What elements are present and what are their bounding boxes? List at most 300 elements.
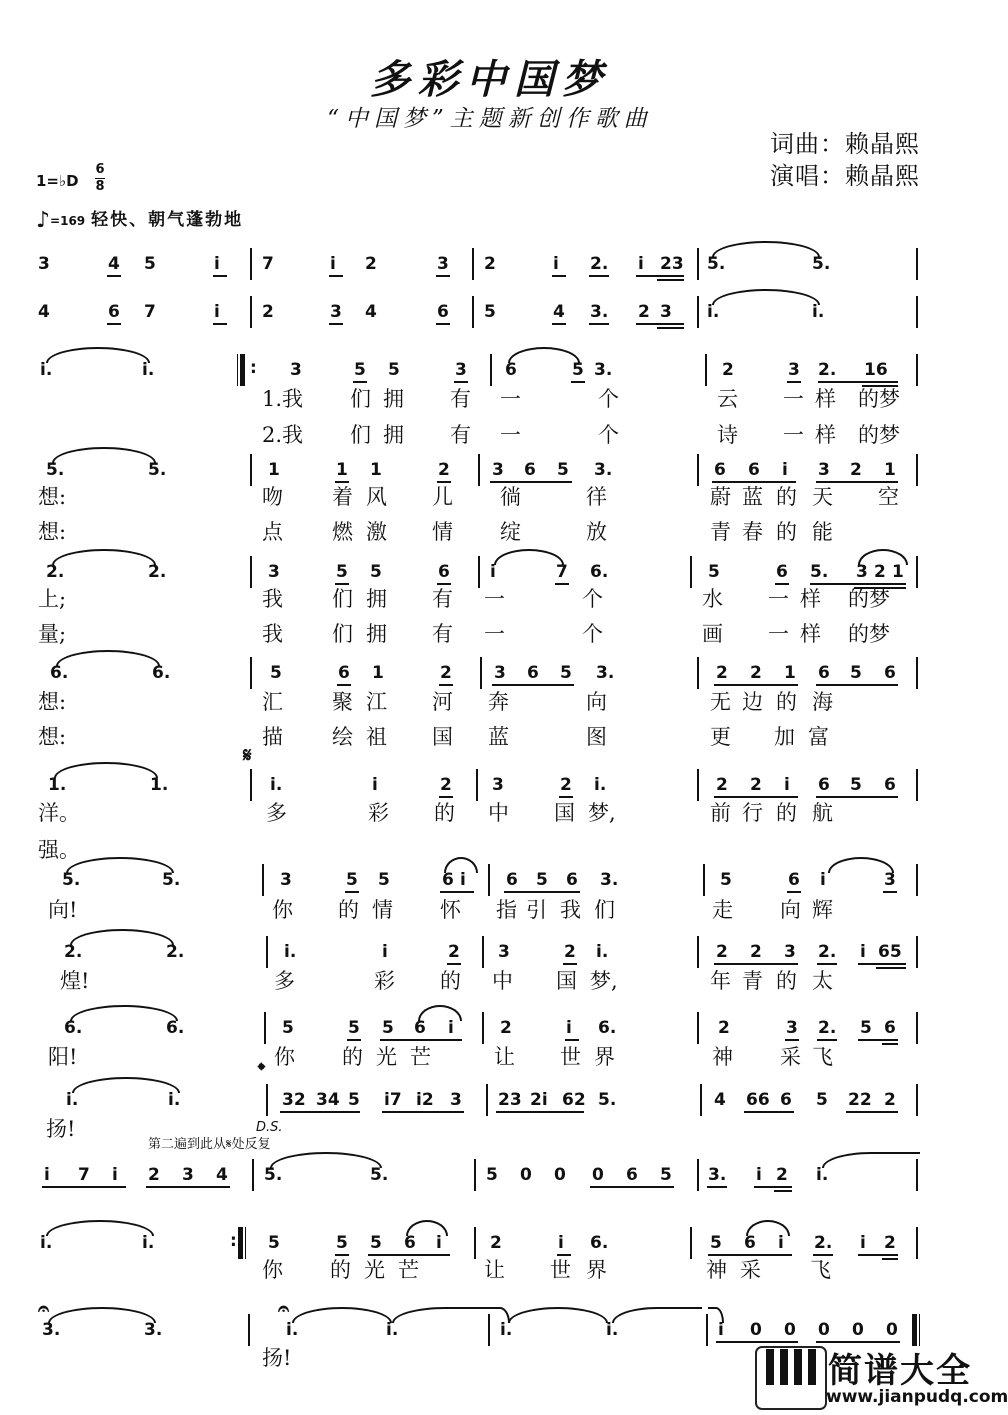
jianpu-note: 7 [556, 562, 568, 582]
tie-slur [46, 347, 150, 363]
lyric-row [0, 834, 980, 862]
jianpu-note: 6. [152, 663, 171, 683]
lyric-syllable: 个 [598, 387, 619, 411]
lyric-syllable: 我 [262, 587, 283, 611]
lyric-syllable: 样 [815, 387, 836, 411]
lyric-row [0, 1254, 980, 1282]
tempo-mood: 轻快、朝气蓬勃地 [91, 210, 244, 230]
jianpu-note: 22 [848, 1090, 872, 1110]
jianpu-note: 6 [442, 870, 454, 890]
lyric-syllable: 能 [812, 520, 833, 544]
jianpu-note: i. [168, 1090, 181, 1110]
jianpu-note: 6 [818, 663, 830, 683]
lyric-row [0, 618, 980, 646]
lyric-syllable: 情 [432, 520, 453, 544]
jianpu-note: 5. [598, 1090, 617, 1110]
jianpu-note: 2. [818, 942, 837, 962]
jianpu-note: 5 [382, 1018, 394, 1038]
lyric-syllable: 界 [594, 1045, 615, 1069]
lyric-syllable: 扬! [262, 1346, 292, 1370]
lyric-syllable: 航 [812, 801, 833, 825]
lyric-syllable: 辉 [812, 898, 833, 922]
barline [916, 936, 918, 968]
jianpu-note: 2. [148, 562, 167, 582]
lyric-syllable: 绽 [500, 520, 521, 544]
beam-underline [552, 323, 566, 325]
lyric-syllable: 蓝 [742, 485, 763, 509]
jianpu-note: 3 [437, 254, 449, 274]
jianpu-note: 3. [144, 1320, 163, 1340]
lyric-row [0, 481, 980, 509]
jianpu-note: 5 [282, 1018, 294, 1038]
jianpu-note: 3. [600, 870, 619, 890]
jianpu-note: 2i [530, 1090, 548, 1110]
jianpu-note: i. [812, 302, 825, 322]
lyric-syllable: 海 [812, 690, 833, 714]
jianpu-note: 5 [336, 562, 348, 582]
jianpu-note: 3. [42, 1320, 61, 1340]
watermark-logo [748, 1343, 1008, 1415]
lyric-syllable: 的 [342, 1045, 363, 1069]
jianpu-note: 6 [714, 460, 726, 480]
lyric-syllable: 阳! [48, 1045, 78, 1069]
jianpu-note: 5 [346, 870, 358, 890]
jianpu-note: 3 [280, 870, 292, 890]
jianpu-note: 6 [506, 870, 518, 890]
jianpu-note: 3. [594, 360, 613, 380]
lyric-syllable: 向 [586, 690, 607, 714]
jianpu-note: i. [286, 1320, 299, 1340]
jianpu-note: 2 [776, 1165, 788, 1185]
lyric-syllable: 聚 [332, 690, 353, 714]
jianpu-note: 6 [818, 775, 830, 795]
beam-underline [440, 891, 474, 893]
jianpu-note: 1 [892, 562, 904, 582]
jianpu-note: i [490, 562, 496, 582]
beam-underline [107, 275, 121, 277]
lyric-syllable: 你 [272, 898, 293, 922]
jianpu-note: 0 [784, 1320, 796, 1340]
jianpu-note: 5 [850, 775, 862, 795]
jianpu-note: 3 [660, 302, 672, 322]
jianpu-note: 2 [750, 775, 762, 795]
lyric-syllable: 上; [38, 587, 67, 611]
fermata-icon: 𝄐 [38, 1296, 50, 1320]
jianpu-note: 2. [590, 254, 609, 274]
jianpu-note: 3 [455, 360, 467, 380]
jianpu-note: 0 [852, 1320, 864, 1340]
barline [262, 864, 264, 896]
lyric-syllable: 多 [266, 801, 287, 825]
beam-underline [213, 275, 227, 277]
jianpu-note: 23 [660, 254, 684, 274]
lyric-syllable: 想: [38, 690, 67, 714]
jianpu-note: 6. [50, 663, 69, 683]
lyric-syllable: 更 [710, 725, 731, 749]
jianpu-note: i. [142, 360, 155, 380]
tie-slur [494, 549, 564, 565]
notation-row [0, 254, 980, 280]
jianpu-note: 3. [596, 663, 615, 683]
lyric-syllable: 的梦 [858, 387, 900, 411]
lyric-syllable: 你 [262, 1258, 283, 1282]
lyric-syllable: 煌! [60, 969, 90, 993]
jianpu-note: 2 [438, 460, 450, 480]
lyric-syllable: 燃 [332, 520, 353, 544]
lyric-syllable: 光 [376, 1045, 397, 1069]
jianpu-note: 2 [718, 1018, 730, 1038]
jianpu-note: i. [596, 942, 609, 962]
jianpu-note: 6 [748, 460, 760, 480]
jianpu-note: 66 [746, 1090, 770, 1110]
jianpu-note: 2. [818, 360, 837, 380]
lyric-syllable: 一 [500, 387, 521, 411]
lyric-row [0, 516, 980, 544]
lyric-syllable: 向 [780, 898, 801, 922]
jianpu-note: 5 [370, 1233, 382, 1253]
lyric-row [0, 721, 980, 749]
lyric-syllable: 个 [582, 622, 603, 646]
lyric-syllable: 采 [740, 1258, 761, 1282]
tempo-bpm: =169 [50, 214, 86, 228]
barline [472, 296, 474, 328]
jianpu-note: 7 [144, 302, 156, 322]
jianpu-note: i [372, 775, 378, 795]
lyric-syllable: 的 [440, 969, 461, 993]
barline [252, 1159, 254, 1191]
lyric-syllable: 2.我 [262, 423, 304, 447]
jianpu-note: 6 [566, 870, 578, 890]
barline [697, 1159, 699, 1191]
jianpu-note: i2 [416, 1090, 434, 1110]
lyric-syllable: 样 [815, 423, 836, 447]
barline [916, 248, 918, 280]
jianpu-note: 2 [365, 254, 377, 274]
barline [916, 1084, 918, 1116]
jianpu-note: i [778, 1233, 784, 1253]
lyric-syllable: 一 [783, 423, 804, 447]
lyric-syllable: 一 [484, 622, 505, 646]
lyric-syllable: 想: [38, 725, 67, 749]
lyric-syllable: 诗 [717, 423, 738, 447]
lyric-syllable: 想: [38, 485, 67, 509]
jianpu-note: 6 [780, 1090, 792, 1110]
lyric-syllable: 一 [484, 587, 505, 611]
lyric-syllable: 拥 [383, 423, 404, 447]
lyric-syllable: 国 [432, 725, 453, 749]
jianpu-note: i [382, 942, 388, 962]
notation-row [0, 1165, 980, 1191]
lyric-syllable: 有 [432, 622, 453, 646]
lyric-syllable: 青 [710, 520, 731, 544]
jianpu-note: 6 [338, 663, 350, 683]
jianpu-note: 1 [372, 663, 384, 683]
lyric-syllable: 怀 [440, 898, 461, 922]
lyric-syllable: 太 [812, 969, 833, 993]
lyric-syllable: 世 [550, 1258, 571, 1282]
beam-underline [787, 891, 801, 893]
jianpu-note: 4 [38, 302, 50, 322]
jianpu-note: 5 [816, 1090, 828, 1110]
jianpu-note: 6. [590, 562, 609, 582]
lyric-syllable: 让 [484, 1258, 505, 1282]
jianpu-note: 2 [448, 942, 460, 962]
notation-row [0, 302, 980, 328]
jianpu-note: 5. [62, 870, 81, 890]
jianpu-note: 2 [716, 942, 728, 962]
jianpu-note: 5 [720, 870, 732, 890]
lyric-syllable: 们 [350, 387, 371, 411]
lyric-syllable: 一 [768, 622, 789, 646]
jianpu-note: 34 [316, 1090, 340, 1110]
jianpu-note: i [860, 1233, 866, 1253]
jianpu-note: i [784, 775, 790, 795]
jianpu-note: 5. [707, 254, 726, 274]
jianpu-note: 5. [148, 460, 167, 480]
barline [482, 936, 484, 968]
jianpu-note: 2. [814, 1233, 833, 1253]
lyric-syllable: 的 [776, 690, 797, 714]
beam-underline [107, 323, 121, 325]
repeat-instruction: 第二遍到此从𝄋处反复 [148, 1137, 271, 1152]
jianpu-note: 1 [268, 460, 280, 480]
tie-slur [508, 1307, 608, 1323]
beam-underline [754, 1186, 792, 1188]
jianpu-note: 3 [494, 663, 506, 683]
jianpu-note: 2 [884, 1090, 896, 1110]
jianpu-note: 3. [590, 302, 609, 322]
beam-underline [883, 891, 897, 893]
lyric-syllable: 激 [366, 520, 387, 544]
jianpu-note: 1. [48, 775, 67, 795]
jianpu-note: i. [40, 360, 53, 380]
jianpu-note: i7 [384, 1090, 402, 1110]
jianpu-note: i. [594, 775, 607, 795]
beam-underline [636, 323, 684, 325]
beam-underline [42, 1186, 126, 1188]
lyric-syllable: 中 [492, 969, 513, 993]
lyric-syllable: 采 [780, 1045, 801, 1069]
ds-marking: D.S. [256, 1120, 283, 1135]
lyric-syllable: 图 [586, 725, 607, 749]
piano-keys-icon [756, 1347, 828, 1411]
jianpu-note: 16 [864, 360, 888, 380]
lyric-syllable: 年 [710, 969, 731, 993]
lyric-syllable: 个 [582, 587, 603, 611]
jianpu-note: i [782, 460, 788, 480]
jianpu-note: 5. [264, 1165, 283, 1185]
jianpu-note: i [330, 254, 336, 274]
notation-row [0, 870, 980, 896]
jianpu-note: i. [270, 775, 283, 795]
jianpu-note: 1 [884, 460, 896, 480]
lyric-syllable: 飞 [810, 1258, 831, 1282]
tie-slur [70, 929, 174, 945]
lyric-syllable: 们 [350, 423, 371, 447]
tie-slur [56, 650, 160, 666]
tie-slur [48, 1307, 156, 1323]
barline [916, 296, 918, 328]
jianpu-note: 2. [166, 942, 185, 962]
lyric-syllable: 有 [450, 423, 471, 447]
jianpu-note: 5 [348, 1018, 360, 1038]
jianpu-note: 3 [784, 942, 796, 962]
beam-underline [552, 275, 566, 277]
barline [250, 296, 252, 328]
jianpu-note: 5 [536, 870, 548, 890]
song-subtitle: “中国梦”主题新创作歌曲 [327, 106, 653, 132]
jianpu-note: 6 [505, 360, 517, 380]
beam-underline [504, 891, 580, 893]
jianpu-note: 6. [166, 1018, 185, 1038]
lyric-syllable: 拥 [366, 587, 387, 611]
lyric-syllable: 拥 [383, 387, 404, 411]
tie-slur [72, 1077, 180, 1093]
jianpu-note: 3 [450, 1090, 462, 1110]
jianpu-note: 6 [884, 775, 896, 795]
lyric-syllable: 走 [712, 898, 733, 922]
jianpu-note: 2 [722, 360, 734, 380]
jianpu-note: 3 [290, 360, 302, 380]
jianpu-note: i [112, 1165, 118, 1185]
lyric-syllable: 光 [364, 1258, 385, 1282]
barline [916, 1012, 918, 1044]
jianpu-note: 6 [527, 663, 539, 683]
lyric-row [0, 419, 980, 447]
jianpu-note: 3 [498, 942, 510, 962]
beam-underline [329, 323, 343, 325]
jianpu-note: 5 [860, 1018, 872, 1038]
jianpu-note: 2 [750, 942, 762, 962]
lyric-row [0, 583, 980, 611]
lyric-syllable: 你 [274, 1045, 295, 1069]
beam-underline [146, 1186, 230, 1188]
barline [697, 657, 699, 689]
jianpu-note: 2 [638, 302, 650, 322]
lyric-syllable: 江 [366, 690, 387, 714]
lyric-syllable: 蓝 [488, 725, 509, 749]
lyric-syllable: 扬! [46, 1117, 76, 1141]
beam-underline [329, 275, 343, 277]
fermata-icon: 𝄐 [278, 1296, 290, 1320]
jianpu-note: 6 [884, 663, 896, 683]
jianpu-note: 2 [500, 1018, 512, 1038]
barline [490, 354, 492, 386]
jianpu-note: 5 [336, 1233, 348, 1253]
jianpu-note: 4 [714, 1090, 726, 1110]
segno-icon: 𝄋 [243, 743, 252, 767]
lyricist-credit: 词曲：赖晶熙 [770, 130, 920, 158]
lyric-syllable: 徜 [500, 485, 521, 509]
jianpu-note: 0 [554, 1165, 566, 1185]
jianpu-note: i. [386, 1320, 399, 1340]
jianpu-note: 5 [484, 302, 496, 322]
lyric-syllable: 奔 [488, 690, 509, 714]
jianpu-note: 3 [818, 460, 830, 480]
jianpu-note: 3. [708, 1165, 727, 1185]
lyric-syllable: 梦, [588, 801, 616, 825]
lyric-syllable: 的梦 [848, 622, 890, 646]
repeat-start-barline [237, 354, 245, 386]
tie-slur [46, 1220, 154, 1236]
lyric-row [0, 686, 980, 714]
jianpu-note: 3 [786, 1018, 798, 1038]
lyric-syllable: 云 [717, 387, 738, 411]
jianpu-note: i. [284, 942, 297, 962]
lyric-syllable: 富 [808, 725, 829, 749]
jianpu-note: 3 [268, 562, 280, 582]
jianpu-note: 2 [850, 460, 862, 480]
tie-slur [822, 1152, 920, 1168]
jianpu-note: 4 [108, 254, 120, 274]
tempo-marking [36, 205, 243, 233]
lyric-syllable: 水 [702, 587, 723, 611]
jianpu-note: i [448, 1018, 454, 1038]
lyric-syllable: 画 [702, 622, 723, 646]
jianpu-note: 3 [38, 254, 50, 274]
jianpu-note: 32 [282, 1090, 306, 1110]
jianpu-note: : [230, 1231, 237, 1251]
lyric-syllable: 飞 [812, 1045, 833, 1069]
lyric-syllable: 样 [800, 622, 821, 646]
jianpu-note: 5 [378, 870, 390, 890]
jianpu-note: 5. [162, 870, 181, 890]
jianpu-note: 0 [818, 1320, 830, 1340]
jianpu-note: 5 [370, 562, 382, 582]
barline [697, 248, 699, 280]
lyric-syllable: 加 [774, 725, 795, 749]
jianpu-note: 6. [598, 1018, 617, 1038]
lyric-syllable: 想: [38, 520, 67, 544]
barline [916, 1159, 918, 1191]
lyric-syllable: 一 [768, 587, 789, 611]
barline [266, 1084, 268, 1116]
jianpu-note: i. [40, 1233, 53, 1253]
barline [697, 1012, 699, 1044]
lyric-syllable: 们 [332, 587, 353, 611]
jianpu-note: 3. [594, 460, 613, 480]
lyric-syllable: 有 [450, 387, 471, 411]
jianpu-note: : [250, 358, 257, 378]
lyric-syllable: 多 [274, 969, 295, 993]
lyric-syllable: 描 [262, 725, 283, 749]
jianpu-note: 2 [750, 663, 762, 683]
tie-slur [292, 1307, 392, 1323]
lyric-syllable: 向! [48, 898, 78, 922]
jianpu-note: 6 [744, 1233, 756, 1253]
barline [916, 354, 918, 386]
lyric-syllable: 芒 [410, 1045, 431, 1069]
jianpu-note: 6 [438, 562, 450, 582]
barline [266, 936, 268, 968]
lyric-syllable: 空 [878, 485, 899, 509]
lyric-row [0, 797, 980, 825]
lyric-syllable: 世 [560, 1045, 581, 1069]
lyric-syllable: 强。 [38, 838, 80, 862]
lyric-syllable: 儿 [432, 485, 453, 509]
lyric-syllable: 我 [262, 622, 283, 646]
lyric-syllable: 的梦 [858, 423, 900, 447]
jianpu-note: i [820, 870, 826, 890]
lyric-row [0, 1113, 980, 1141]
jianpu-note: 2 [262, 302, 274, 322]
barline [916, 864, 918, 896]
lyric-syllable: 梦, [590, 969, 618, 993]
jianpu-note: 1 [784, 663, 796, 683]
lyric-syllable: 无 [710, 690, 731, 714]
lyric-syllable: 前 [710, 801, 731, 825]
tie-slur [70, 1005, 178, 1021]
